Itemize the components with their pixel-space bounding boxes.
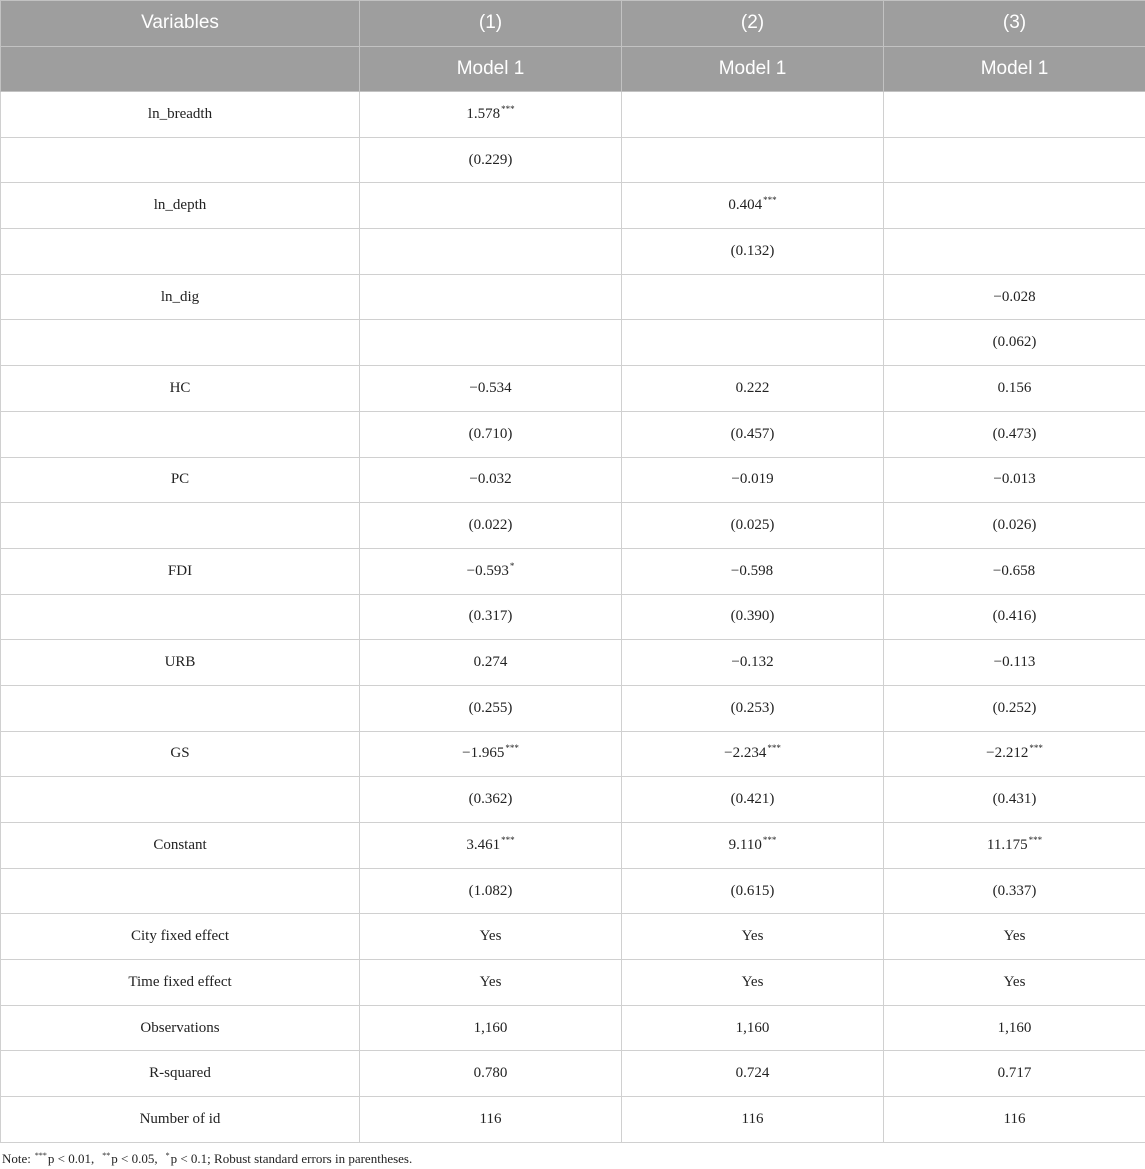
coefficient-value: −0.598 xyxy=(730,562,774,579)
header-column-1: (1) xyxy=(360,1,622,47)
standard-error-cell xyxy=(622,320,884,366)
table-row xyxy=(1,92,1145,138)
significance-stars: *** xyxy=(762,834,777,845)
header-row-models xyxy=(1,46,1145,92)
standard-error-cell: (0.615) xyxy=(622,868,884,914)
coefficient-cell xyxy=(884,548,1145,594)
table-body xyxy=(1,92,1145,1143)
table-row xyxy=(1,868,1145,914)
row-label: ln_depth xyxy=(1,183,360,229)
standard-error-cell: (0.416) xyxy=(884,594,1145,640)
table-row xyxy=(1,320,1145,366)
significance-stars: *** xyxy=(501,103,515,114)
note-item xyxy=(102,1151,157,1166)
coefficient-cell xyxy=(622,274,884,320)
coefficient-cell xyxy=(360,274,622,320)
standard-error-cell xyxy=(884,229,1145,275)
note-item xyxy=(166,1151,413,1166)
table-row xyxy=(1,1097,1145,1143)
significance-stars: * xyxy=(509,560,515,571)
standard-error-cell: (1.082) xyxy=(360,868,622,914)
coefficient-cell xyxy=(360,731,622,777)
significance-stars: *** xyxy=(767,743,781,754)
row-label xyxy=(1,229,360,275)
coefficient-cell xyxy=(360,548,622,594)
row-label: PC xyxy=(1,457,360,503)
header-column-3: (3) xyxy=(884,1,1145,47)
table-row xyxy=(1,914,1145,960)
table-row xyxy=(1,731,1145,777)
coefficient-cell: 0.222 xyxy=(622,366,884,412)
row-label: Time fixed effect xyxy=(1,960,360,1006)
table-row xyxy=(1,960,1145,1006)
standard-error-cell: (0.255) xyxy=(360,685,622,731)
stat-cell: 1,160 xyxy=(360,1005,622,1051)
standard-error-cell: (0.025) xyxy=(622,503,884,549)
standard-error-cell: (0.457) xyxy=(622,411,884,457)
coefficient-cell: −0.113 xyxy=(884,640,1145,686)
table-row xyxy=(1,229,1145,275)
header-variables: Variables xyxy=(1,1,360,47)
standard-error-cell: (0.229) xyxy=(360,137,622,183)
table-row xyxy=(1,503,1145,549)
coefficient-cell xyxy=(622,823,884,869)
significance-stars: *** xyxy=(34,1150,47,1160)
significance-stars: *** xyxy=(1029,743,1043,754)
row-label: City fixed effect xyxy=(1,914,360,960)
table-row xyxy=(1,640,1145,686)
stat-cell: Yes xyxy=(884,914,1145,960)
coefficient-cell xyxy=(360,823,622,869)
coefficient-value: −0.593 xyxy=(466,562,509,579)
standard-error-cell: (0.362) xyxy=(360,777,622,823)
note-item-text: p < 0.1; Robust standard errors in parentheses. xyxy=(170,1151,413,1166)
standard-error-cell: (0.026) xyxy=(884,503,1145,549)
table-row xyxy=(1,137,1145,183)
standard-error-cell: (0.132) xyxy=(622,229,884,275)
stat-cell: 1,160 xyxy=(622,1005,884,1051)
coefficient-cell: −0.028 xyxy=(884,274,1145,320)
header-model-3: Model 1 xyxy=(884,46,1145,92)
row-label xyxy=(1,411,360,457)
coefficient-value: 9.110 xyxy=(728,836,762,853)
coefficient-cell xyxy=(360,183,622,229)
standard-error-cell: (0.473) xyxy=(884,411,1145,457)
stat-cell: 116 xyxy=(884,1097,1145,1143)
coefficient-cell xyxy=(884,731,1145,777)
significance-stars: *** xyxy=(1028,834,1043,845)
row-label xyxy=(1,503,360,549)
standard-error-cell xyxy=(622,137,884,183)
table-row xyxy=(1,1051,1145,1097)
row-label xyxy=(1,320,360,366)
stat-cell: 0.724 xyxy=(622,1051,884,1097)
table-row xyxy=(1,594,1145,640)
coefficient-cell xyxy=(884,823,1145,869)
stat-cell: 0.717 xyxy=(884,1051,1145,1097)
header-model-1: Model 1 xyxy=(360,46,622,92)
header-row-columns xyxy=(1,1,1145,47)
coefficient-cell: −0.019 xyxy=(622,457,884,503)
standard-error-cell: (0.421) xyxy=(622,777,884,823)
row-label xyxy=(1,868,360,914)
header-column-2: (2) xyxy=(622,1,884,47)
standard-error-cell xyxy=(884,137,1145,183)
coefficient-value: −2.234 xyxy=(724,745,767,762)
coefficient-cell: −0.013 xyxy=(884,457,1145,503)
row-label xyxy=(1,685,360,731)
coefficient-value: 3.461 xyxy=(466,836,501,853)
significance-stars: *** xyxy=(505,743,519,754)
note-item-text: p < 0.01, xyxy=(47,1151,95,1166)
coefficient-cell: −0.132 xyxy=(622,640,884,686)
table-note xyxy=(2,1150,412,1168)
standard-error-cell: (0.431) xyxy=(884,777,1145,823)
standard-error-cell: (0.710) xyxy=(360,411,622,457)
row-label: HC xyxy=(1,366,360,412)
row-label: URB xyxy=(1,640,360,686)
coefficient-cell xyxy=(622,548,884,594)
table-row xyxy=(1,548,1145,594)
coefficient-value: −1.965 xyxy=(462,745,505,762)
stat-cell: 1,160 xyxy=(884,1005,1145,1051)
stat-cell: Yes xyxy=(622,914,884,960)
row-label: GS xyxy=(1,731,360,777)
row-label: ln_dig xyxy=(1,274,360,320)
coefficient-value: 1.578 xyxy=(466,105,501,122)
coefficient-value: −0.658 xyxy=(992,562,1036,579)
coefficient-cell xyxy=(360,92,622,138)
standard-error-cell: (0.390) xyxy=(622,594,884,640)
table-row xyxy=(1,274,1145,320)
standard-error-cell: (0.252) xyxy=(884,685,1145,731)
standard-error-cell: (0.253) xyxy=(622,685,884,731)
stat-cell: 116 xyxy=(622,1097,884,1143)
coefficient-cell: −0.032 xyxy=(360,457,622,503)
note-prefix: Note: xyxy=(2,1151,31,1166)
coefficient-value: −2.212 xyxy=(986,745,1029,762)
row-label: FDI xyxy=(1,548,360,594)
significance-stars: ** xyxy=(102,1150,111,1160)
coefficient-value: 0.404 xyxy=(728,197,763,214)
table-row xyxy=(1,685,1145,731)
coefficient-cell xyxy=(884,92,1145,138)
note-item xyxy=(35,1151,94,1166)
coefficient-cell: −0.534 xyxy=(360,366,622,412)
header-blank xyxy=(1,46,360,92)
standard-error-cell: (0.337) xyxy=(884,868,1145,914)
standard-error-cell xyxy=(360,320,622,366)
table-row xyxy=(1,183,1145,229)
table-row xyxy=(1,777,1145,823)
row-label: Constant xyxy=(1,823,360,869)
table-header xyxy=(1,1,1145,92)
row-label xyxy=(1,594,360,640)
row-label: ln_breadth xyxy=(1,92,360,138)
stat-cell: Yes xyxy=(360,914,622,960)
coefficient-cell xyxy=(884,183,1145,229)
row-label xyxy=(1,137,360,183)
stat-cell: Yes xyxy=(622,960,884,1006)
stat-cell: Yes xyxy=(884,960,1145,1006)
table-row xyxy=(1,457,1145,503)
header-model-2: Model 1 xyxy=(622,46,884,92)
row-label: R-squared xyxy=(1,1051,360,1097)
stat-cell: Yes xyxy=(360,960,622,1006)
table-row xyxy=(1,366,1145,412)
coefficient-cell: 0.156 xyxy=(884,366,1145,412)
coefficient-value: 11.175 xyxy=(986,836,1028,853)
significance-stars: *** xyxy=(501,834,515,845)
row-label: Number of id xyxy=(1,1097,360,1143)
table-row xyxy=(1,1005,1145,1051)
table-row xyxy=(1,823,1145,869)
row-label: Observations xyxy=(1,1005,360,1051)
row-label xyxy=(1,777,360,823)
coefficient-cell: 0.274 xyxy=(360,640,622,686)
standard-error-cell: (0.022) xyxy=(360,503,622,549)
standard-error-cell: (0.062) xyxy=(884,320,1145,366)
standard-error-cell: (0.317) xyxy=(360,594,622,640)
coefficient-cell xyxy=(622,183,884,229)
coefficient-cell xyxy=(622,731,884,777)
coefficient-cell xyxy=(622,92,884,138)
table-row xyxy=(1,411,1145,457)
stat-cell: 0.780 xyxy=(360,1051,622,1097)
significance-stars: *** xyxy=(763,195,777,206)
standard-error-cell xyxy=(360,229,622,275)
note-item-text: p < 0.05, xyxy=(111,1151,158,1166)
stat-cell: 116 xyxy=(360,1097,622,1143)
significance-stars: * xyxy=(165,1150,170,1160)
